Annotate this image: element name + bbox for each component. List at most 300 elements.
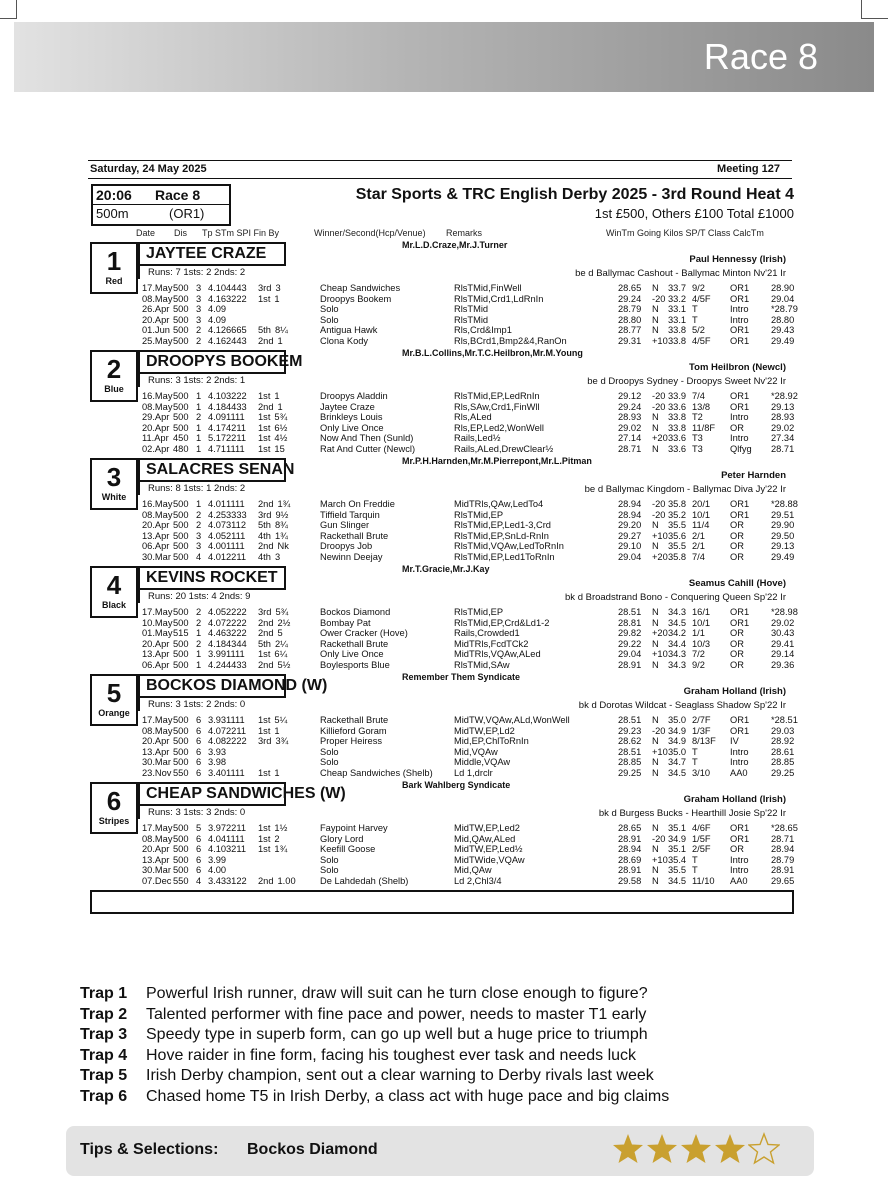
form-by: 8¾ [274,520,288,531]
trap-comment [80,1025,669,1046]
form-stm: 3.93 [208,715,227,725]
form-spi: 1111 [226,649,245,660]
form-spi: 3222 [226,391,247,401]
form-tp: 2 [196,520,202,531]
form-date: 02.Apr [142,444,170,454]
dog-runs: Runs: 3 1sts: 2 2nds: 1 [148,375,246,386]
race-info-top [93,186,229,205]
form-tp: 3 [196,304,202,315]
form-class: OR [730,660,744,670]
form-winner: Only Live Once [320,422,384,433]
form-kilos: 34.2 [668,628,687,639]
trap-comment-label: Trap 4 [80,1046,128,1064]
form-wintm: 28.69 [618,854,642,865]
form-winner: Solo [320,304,339,315]
meeting-number: Meeting 127 [717,163,780,175]
form-calc: 29.65 [771,876,795,886]
form-rem: RlsTMid [454,304,489,315]
form-date: 20.Apr [142,736,170,747]
form-kilos: 33.7 [668,283,687,293]
form-kilos: 34.5 [668,617,687,628]
dog-runs-box [138,266,290,279]
form-kilos: 35.5 [668,541,687,552]
form-by: 5¾ [274,412,288,423]
form-class: Intro [730,412,749,423]
form-class: OR [730,520,744,531]
trap-box [90,566,138,618]
form-going: +10 [652,336,668,346]
form-rem: MidTW,EP,Led½ [454,844,523,855]
form-kilos: 33.8 [668,422,687,433]
form-winner: Solo [320,854,339,865]
form-sp: 10/3 [692,638,711,649]
form-sp: T3 [692,433,703,444]
form-date: 01.Jun [142,325,170,336]
dog-breeding: be d Droopys Sydney - Droopys Sweet Nv'22 Ir [587,376,786,387]
form-winner: Solo [320,865,339,876]
form-tp: 6 [196,736,202,747]
form-wintm: 28.93 [618,412,642,423]
form-dis: 500 [173,649,189,660]
form-stm: 3.99 [208,649,227,660]
form-going: -20 [652,401,666,412]
dog-runs: Runs: 20 1sts: 4 2nds: 9 [148,591,251,602]
form-sp: 3/10 [692,768,711,778]
form-sp: 8/13F [692,736,716,747]
form-wintm: 29.02 [618,422,642,433]
dog-owner: Bark Wahlberg Syndicate [402,780,511,790]
form-wintm: 29.25 [618,768,642,778]
form-fin-by [258,304,262,314]
trap-box [90,782,138,834]
form-sp: T [692,746,698,757]
form-stm: 4.24 [208,660,227,670]
form-date: 30.Mar [142,757,171,768]
form-class: Intro [730,854,749,865]
form-fin-by [258,618,290,628]
form-sp: 10/1 [692,617,711,628]
form-stm: 4.09 [208,314,227,325]
form-going: -20 [652,293,666,304]
form-tp: 1 [196,649,202,660]
form-stm: 4.16 [208,336,227,346]
form-by: 5¼ [274,715,288,725]
form-date: 26.Apr [142,304,170,315]
form-class: OR [730,552,744,562]
form-winner: Droopys Job [320,541,373,552]
form-calc: *28.88 [771,499,798,509]
form-winner: March On Freddie [320,499,395,509]
form-winner: Jaytee Craze [320,401,375,412]
form-by: 1¾ [277,499,291,509]
trap-box [90,350,138,402]
dog-name-box [138,242,286,266]
form-by: 6¼ [274,649,288,660]
form-going: N [652,660,659,670]
form-wintm: 28.94 [618,844,642,855]
form-going: N [652,736,659,747]
form-calc: 28.61 [771,746,795,757]
form-stm: 3.40 [208,768,227,778]
form-date: 08.May [142,509,173,520]
form-rem: Ld 2,Chl3/4 [454,876,502,886]
form-dis: 500 [173,725,189,736]
form-fin: 1st [258,422,271,433]
form-winner: Tiffield Tarquin [320,509,380,520]
form-sp: 11/8F [692,422,716,433]
form-winner: Proper Heiress [320,736,383,747]
form-wintm: 28.91 [618,865,642,876]
form-by: 2 [274,833,280,844]
form-spi: 1111 [226,499,245,509]
form-winner: Droopys Aladdin [320,391,388,401]
form-rem: RlsTMid,VQAw,LedToRnIn [454,541,564,552]
form-date: 17.May [142,283,173,293]
col-right-group: WinTm Going Kilos SP/T Class CalcTm [606,228,764,238]
form-calc: 28.85 [771,757,795,768]
form-rem: MidTRls,VQAw,ALed [454,649,541,660]
form-tp: 6 [196,833,202,844]
dog-trainer: Peter Harnden [721,470,786,481]
form-calc: *28.51 [771,715,798,725]
form-rem: RlsTMid,EP,Led1-3,Crd [454,520,551,531]
form-by: 3 [275,283,281,293]
form-kilos: 33.9 [668,391,687,401]
form-spi: 2111 [226,530,246,541]
race-prizes: 1st £500, Others £100 Total £1000 [594,206,794,221]
form-going: N [652,304,659,315]
form-date: 07.Dec [142,876,172,886]
form-rem: RlsTMid,EP,Crd&Ld1-2 [454,617,550,628]
form-wintm: 28.94 [618,509,642,520]
form-dis: 500 [173,865,189,876]
form-sp: T [692,865,698,876]
form-date: 30.Mar [142,552,171,562]
form-kilos: 33.6 [668,433,687,444]
form-rem: RlsTMid,EP,LedRnIn [454,391,540,401]
form-kilos: 34.5 [668,768,687,778]
form-tp: 5 [196,823,202,833]
race-time: 20:06 [96,187,132,203]
dog-breeding: be d Ballymac Cashout - Ballymac Minton Nv'21 Ir [575,268,786,279]
form-class: OR [730,649,744,660]
form-sp: 9/2 [692,660,705,670]
form-fin: 1st [258,715,271,725]
form-class: OR [730,628,744,639]
form-spi: 4344 [226,638,247,649]
form-fin: 2nd [258,401,274,412]
trap-comment-label: Trap 2 [80,1005,128,1023]
form-calc: 29.49 [771,552,795,562]
form-spi: 1111 [226,412,245,423]
form-calc: 28.71 [771,444,795,454]
form-dis: 500 [173,314,189,325]
form-winner: Solo [320,746,339,757]
form-sp: 11/10 [692,876,715,886]
form-kilos: 35.2 [668,509,687,520]
form-rem: RlsTMid,EP [454,607,504,617]
form-calc: 29.14 [771,649,795,660]
trap-box [90,458,138,510]
trap-comment-label: Trap 6 [80,1087,128,1105]
form-date: 23.Nov [142,768,172,778]
form-stm: 4.71 [208,444,227,454]
form-tp: 3 [196,530,202,541]
form-tp: 2 [196,412,202,423]
dog-owner: Mr.L.D.Craze,Mr.J.Turner [402,240,508,250]
form-kilos: 33.8 [668,412,687,423]
form-calc: 28.80 [771,314,795,325]
form-kilos: 35.6 [668,530,687,541]
form-rem: Ld 1,drclr [454,768,493,778]
form-kilos: 34.4 [668,638,687,649]
form-fin: 1st [258,768,271,778]
form-by: 1 [274,725,280,736]
form-kilos: 33.8 [668,325,687,336]
dog-name: DROOPYS BOOKEM [146,353,303,370]
trap-colour: Blue [104,384,124,394]
form-kilos: 34.9 [668,833,687,844]
racecard [88,160,798,914]
form-winner: Glory Lord [320,833,364,844]
form-rem: RlsTMid,EP,Led1ToRnIn [454,552,555,562]
form-class: OR1 [730,283,750,293]
form-stm: 4.01 [208,552,227,562]
form-winner: Antigua Hawk [320,325,378,336]
form-kilos: 33.1 [668,314,687,325]
form-rem: MidTRls,QAw,LedTo4 [454,499,544,509]
form-tp: 2 [196,617,202,628]
form-class: OR1 [730,833,750,844]
dog-runs-box [138,374,290,387]
form-fin-by [258,844,287,854]
form-calc: 29.90 [771,520,795,531]
dog-owner: Mr.P.H.Harnden,Mr.M.Pierrepont,Mr.L.Pitman [402,456,592,466]
form-spi: 4433 [226,660,247,670]
form-winner: De Lahdedah (Shelb) [320,876,409,886]
form-winner: Faypoint Harvey [320,823,388,833]
form-winner: Rat And Cutter (Newcl) [320,444,416,454]
form-wintm: 28.91 [618,660,642,670]
dog-runs: Runs: 8 1sts: 1 2nds: 2 [148,483,246,494]
form-date: 25.May [142,336,173,346]
form-tp: 6 [196,715,202,725]
form-dis: 500 [173,833,189,844]
form-calc: 29.02 [771,422,795,433]
form-fin-by [258,715,287,725]
form-calc: 29.36 [771,660,795,670]
form-fin-by [258,757,262,767]
form-tp: 1 [196,433,202,444]
form-spi: 3333 [226,509,247,520]
form-tp: 6 [196,746,202,757]
form-going: +10 [652,854,668,865]
form-fin: 2nd [258,876,274,886]
form-going: -20 [652,833,666,844]
race-grade: (OR1) [169,206,205,221]
form-sp: 10/1 [692,509,711,520]
form-fin: 5th [258,638,271,649]
form-class: IV [730,736,739,747]
form-spi: 1111 [226,833,245,844]
form-going: +20 [652,552,668,562]
form-calc: 29.43 [771,325,795,336]
form-sp: 5/2 [692,325,705,336]
form-fin: 1st [258,649,271,660]
star-filled-icon [646,1132,678,1166]
trap-comment [80,984,669,1005]
form-class: OR1 [730,401,750,412]
form-stm: 4.17 [208,422,227,433]
form-tp: 2 [196,325,202,336]
form-rem: Mid,QAw,ALed [454,833,516,844]
form-tp: 4 [196,876,202,886]
trap-comment-text: Chased home T5 in Irish Derby, a class act with huge pace and big claims [146,1087,670,1105]
dog-trainer: Graham Holland (Irish) [683,686,786,697]
form-calc: *28.79 [771,304,798,315]
form-by: 1½ [274,823,288,833]
form-going: N [652,865,659,876]
dog-runs: Runs: 7 1sts: 2 2nds: 2 [148,267,246,278]
form-dis: 500 [173,757,189,768]
form-fin: 1st [258,412,271,423]
form-tp: 3 [196,541,202,552]
trap-comment-label: Trap 1 [80,985,128,1002]
form-going: N [652,314,659,325]
star-filled-icon [612,1132,644,1166]
form-dis: 500 [173,715,189,725]
form-tp: 1 [196,499,202,509]
trap-number: 6 [106,786,122,816]
dog-name-box [138,782,346,806]
form-winner: Newinn Deejay [320,552,383,562]
form-sp: 13/8 [692,401,711,412]
form-fin: 1st [258,823,271,833]
form-tp: 1 [196,401,202,412]
form-class: AA0 [730,876,748,886]
dog-trainer: Graham Holland (Irish) [683,794,786,805]
form-kilos: 35.5 [668,865,687,876]
form-sp: T [692,854,698,865]
form-calc: 29.02 [771,617,795,628]
form-fin: 1st [258,844,271,855]
star-rating [612,1132,782,1171]
form-tp: 6 [196,768,202,778]
form-kilos: 35.5 [668,520,687,531]
form-stm: 4.09 [208,304,227,315]
form-winner: Solo [320,314,339,325]
form-going: +20 [652,433,668,444]
form-wintm: 28.65 [618,283,642,293]
dog-name-box [138,458,295,482]
form-stm: 4.09 [208,412,227,423]
form-kilos: 34.7 [668,757,687,768]
form-calc: 30.43 [771,628,795,639]
form-kilos: 34.3 [668,649,687,660]
form-dis: 450 [173,433,189,444]
form-rem: Mid,EP,ChlToRnIn [454,736,529,747]
form-wintm: 28.80 [618,314,642,325]
form-spi: 2211 [226,725,246,736]
form-spi: 1111 [226,715,245,725]
form-class: OR1 [730,336,750,346]
form-spi: 3112 [226,520,246,531]
form-going: N [652,844,659,855]
form-calc: 28.90 [771,283,795,293]
form-fin-by [258,499,290,509]
trap-comments [80,984,669,1107]
form-fin: 1st [258,433,271,444]
form-fin-by [258,876,296,886]
form-sp: 1/3F [692,725,711,736]
form-dis: 500 [173,823,189,833]
dog-name: KEVINS ROCKET [146,569,278,586]
form-fin: 2nd [258,628,274,639]
form-wintm: 29.12 [618,391,642,401]
form-fin: 1st [258,391,271,401]
form-dis: 500 [173,520,189,531]
form-calc: 27.34 [771,433,795,444]
form-kilos: 33.2 [668,293,687,304]
form-class: OR1 [730,607,750,617]
form-by: 1 [274,391,280,401]
form-dis: 500 [173,660,189,670]
form-wintm: 29.58 [618,876,642,886]
form-tp: 3 [196,283,202,293]
form-sp: 2/1 [692,541,705,552]
form-calc: *28.65 [771,823,798,833]
form-rem: MidTW,EP,Led2 [454,823,520,833]
form-wintm: 27.14 [618,433,642,444]
form-class: OR [730,638,744,649]
form-stm: 5.17 [208,433,227,444]
form-wintm: 29.10 [618,541,642,552]
form-date: 17.May [142,823,173,833]
dog-name-box [138,566,286,590]
form-fin-by [258,283,281,293]
trap-comment [80,1005,669,1026]
form-spi: 3211 [226,844,246,855]
form-fin: 5th [258,520,271,531]
form-spi: 3122 [226,876,247,886]
form-winner: Brinkleys Louis [320,412,383,423]
form-spi: 1111 [226,444,245,454]
form-fin-by [258,607,288,617]
trap-colour: Stripes [98,816,130,826]
form-winner: Only Live Once [320,649,384,660]
form-tp: 6 [196,854,202,865]
form-fin: 4th [258,530,271,541]
form-tp: 1 [196,660,202,670]
form-winner: Cheap Sandwiches [320,283,401,293]
trap-number: 2 [106,354,122,384]
form-winner: Bombay Pat [320,617,371,628]
form-going: -20 [652,509,666,520]
form-stm: 3.93 [208,746,227,757]
form-stm: 3.97 [208,823,227,833]
form-tp: 6 [196,865,202,876]
form-spi: 1111 [226,541,245,552]
form-sp: 4/5F [692,293,711,304]
form-stm: 4.18 [208,401,227,412]
form-calc: 28.71 [771,833,795,844]
form-tp: 3 [196,314,202,325]
trap-colour: Red [105,276,123,286]
form-dis: 500 [173,541,189,552]
form-date: 20.Apr [142,314,170,325]
dog-name: CHEAP SANDWICHES (W) [146,785,346,802]
form-dis: 500 [173,499,189,509]
